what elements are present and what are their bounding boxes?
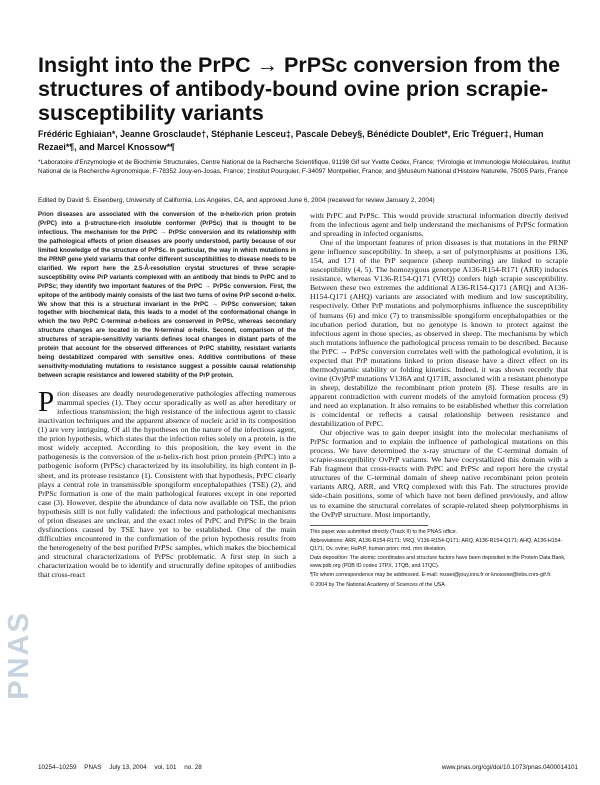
footer-journal: PNAS: [84, 764, 102, 771]
intro-paragraph-1: [38, 386, 296, 580]
footnote-submission: This paper was submitted directly (Track II) to the PNAS office.: [310, 528, 458, 535]
footnote-correspondence: ¶To whom correspondence may be addressed. E-mail: rezaei@jouy.inra.fr or knossow@lebs.cnrs-gif.fr.: [310, 572, 552, 579]
right-body: [310, 211, 568, 519]
footer-volume: vol. 101: [154, 764, 177, 771]
footnote-divider: [310, 525, 428, 526]
footnote-data-deposition: Data deposition: The atomic coordinates and structure factors have been deposited in the Protein Data Bank, www.pdb.org (PDB ID codes 1TPX, 1TQB, and 1TQC).: [310, 555, 566, 569]
footnote-abbreviations: Abbreviations: ARR, A136-R154-R171; VRQ, V136-R154-Q171; ARQ, A136-R154-Q171; AHQ, A136-H154-Q171; Ov, ovine; HuPrP, human prion; mrd, mrn deviation.: [310, 538, 563, 552]
right-paragraph-2: Our objective was to gain deeper insight into the molecular mechanisms of PrPSc formation and to explain the influence of pathological mutations on this process. We have determined the x-ray structure of the C-terminal domain of scrapie-susceptibility OvPrP variants. We have cocrystallized this domain with a Fab fragment that cross-reacts with PrPC and PrPSc and report here the crystal structures of the C-terminal domain of sheep native recombinant prion protein variants ARQ, ARR, and VRQ complexed with this Fab. The structures provide side-chain positions, some of which have not been defined previously, and allow us to examine the structural correlates of scrapie-related sheep polymorphisms in the OvPrP structure. Most importantly,: [310, 428, 568, 519]
footnote-copyright: © 2004 by The National Academy of Sciences of the USA: [310, 581, 445, 588]
footer-citation: [38, 764, 208, 771]
journal-logo: [2, 560, 35, 750]
footer-date: July 13, 2004: [109, 764, 147, 771]
article-title: Insight into the PrPC → PrPSc conversion from the structures of antibody-bound ovine prion scrapie-susceptibility variants: [38, 53, 561, 125]
intro-body: [38, 386, 296, 580]
left-column: [38, 211, 296, 579]
page-footer: [38, 764, 578, 771]
abstract: Prion diseases are associated with the conversion of the α-helix-rich prion protein (PrPC) into a β-structure-rich insoluble conformer (PrPSc) that is thought to be infectious. The mechanism for the PrPC → PrPSc conversion and its relationship with the pathological effects of prion diseases are poorly understood, partly because of our limited knowledge of the structure of PrPSc. In particular, the way in which mutations in the PRNP gene yield variants that confer different susceptibilities to disease needs to be clarified. We report here the 2.5-Å-resolution crystal structures of three scrapie-susceptibility ovine PrP variants complexed with an antibody that binds to PrPC and to PrPSc; they identify two important features of the PrPC → PrPSc conversion. First, the epitope of the antibody mainly consists of the last two turns of ovine PrP second α-helix. We show that this is a structural invariant in the PrPC → PrPSc conversion; taken together with biochemical data, this leads to a model of the conformational change in which the two PrPC C-terminal α-helices are conserved in PrPSc, whereas secondary structure changes are located in the N-terminal α-helix. Second, comparison of the structures of scrapie-sensitivity variants defines local changes in distant parts of the protein that account for the observed differences of PrPC stability, resistant variants being destabilized compared with sensitive ones. Additive contributions of these sensitivity-modulating mutations to resistance suggest a possible causal relationship between scrapie resistance and lowered stability of the PrP protein.: [38, 211, 296, 380]
author-list: Frédéric Eghiaian*, Jeanne Grosclaude†, Stéphanie Lesceu‡, Pascale Debey§, Bénédicte Doublet*, Eric Tréguer‡, Human Rezaei*¶, and Marcel Knossow*¶: [38, 129, 544, 152]
affiliations: *Laboratoire d'Enzymologie et de Biochimie Structurales, Centre National de la Recherche Scientifique, 91198 Gif sur Yvette Cedex, France; †Virologie et Immunologie Moléculaires, Institut National de la Recherche Agronomique, F-78352 Jouy-en-Josas, France; ‡Institut Pourquier, F-34097 Montpellier, France; and §Muséum National d'Histoire Naturelle, 75005 Paris, France: [38, 159, 571, 176]
drop-cap: P: [38, 386, 55, 419]
right-paragraph-0: with PrPC and PrPSc. This would provide structural information directly derived from the infectious agent and help understand the mechanisms of PrPSc formation and spreading in infected organisms.: [310, 211, 568, 239]
footer-issue: no. 28: [184, 764, 202, 771]
right-paragraph-1: One of the important features of prion diseases is that mutations in the PRNP gene influence susceptibility. In sheep, a set of polymorphisms at positions 136, 154, and 171 of the PrP sequence (sheep numbering) are linked to scrapie susceptibility (4, 5). The homozygous genotype A136-R154-R171 (ARR) induces resistance, whereas V136-R154-Q171 (VRQ) confers high scrapie susceptibility. Between these two extremes the additional A136-R154-Q171 (ARQ) and A136-H154-Q171 (AHQ) variants are associated with medium and low susceptibility, respectively. Other PrP mutations and polymorphisms influence the susceptibility of humans (6) and mice (7) to transmissible spongiform encephalopathies or the incubation period duration, but no genotype is known to protect against the infectious agent in those species, as observed in sheep. The mechanisms by which such mutations influence the pathological process remain to be described. Because the PrPC → PrPSc conversion correlates well with the pathological evolution, it is expected that PrP mutations linked to prion disease have a direct effect on its thermodynamic stability or folding kinetics. Indeed, it was shown recently that ovine (Ov)PrP mutations V136A and Q171R, associated with a resistant phenotype in sheep, destabilize the recombinant prion protein (8). These results are in apparent contradiction with current models of the amyloid formation process (9) and need an explanation. It also remains to be established whether this correlation is coincidental or reflects a causal relationship between resistance and destabilization of PrPC.: [310, 238, 568, 429]
edited-by-line: Edited by David S. Eisenberg, University of California, Los Angeles, CA, and approved June 6, 2004 (received for review January 2, 2004): [38, 197, 435, 204]
intro-paragraph-1-text: rion diseases are deadly neurodegenerative pathologies affecting numerous mammal species (1). They occur sporadically as well as after hereditary or infectious transmission; the high resistance of the infectious agent to classic inactivation techniques and the apparent absence of nucleic acid in its composition (1) are very intriguing. Of all the hypotheses on the nature of the infectious agent, the prion hypothesis, which states that the infection relies solely on a protein, is the most widely accepted. According to this proposition, the key event in the pathogenesis is the conversion of the α-helix-rich host prion protein (PrPC) into a pathogenic isoform (PrPSc) characterized by its insolubility, its high content in β-sheet, and its protease resistance (1). Consistent with that hypothesis, PrPC clearly plays a central role in transmissible spongiform encephalopathies (TSE) (2), and PrPSc formation is one of the main pathological features except in one reported case (3). However, despite the abundance of data now available on TSE, the prion hypothesis still is not fully validated: the infectious and pathological mechanisms of prion diseases are unclear, and the exact roles of PrPC and PrPSc in the brain dysfunctions caused by TSE have yet to be established. One of the main difficulties encountered in the confirmation of the prion hypothesis results from the heterogeneity of the best purified PrPSc samples, which makes the biochemical and structural characterizations of PrPSc problematic. A first step in such a characterization would be to identify and structurally define epitopes of antibodies that cross-react: [38, 389, 296, 580]
footer-pages: 10254–10259: [38, 764, 77, 771]
footer-doi-link[interactable]: www.pnas.org/cgi/doi/10.1073/pnas.0400014101: [441, 764, 578, 771]
journal-logo-text: PNAS: [2, 610, 35, 700]
right-column: [310, 211, 568, 591]
